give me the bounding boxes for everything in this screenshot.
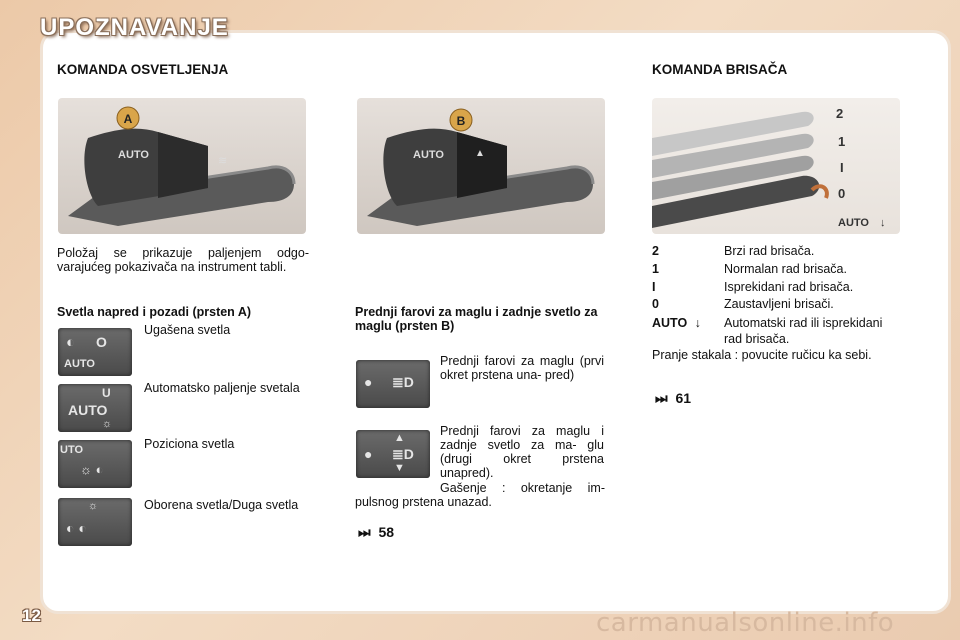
fog-off-text: Gašenje : okretanje im- pulsnog prstena unazad. — [355, 481, 605, 509]
wiper-reference[interactable] — [655, 390, 691, 407]
wiper-legend-key-auto-text: AUTO — [652, 316, 688, 330]
wiper-legend-key-2: 2 — [652, 244, 659, 258]
front-rear-title: Svetla napred i pozadi (prsten A) — [57, 305, 252, 319]
arrow-down-icon: ↓ — [694, 316, 701, 330]
washer-text: Pranje stakala : povucite ručicu ka sebi. — [652, 348, 872, 362]
fog-reference-page: 58 — [378, 524, 395, 540]
wiper-stalk-illustration — [652, 98, 900, 234]
wiper-legend-key-i: I — [652, 280, 656, 294]
position-lights-icon-text: UTO — [60, 444, 84, 456]
lighting-stalk-photo-b — [357, 98, 605, 234]
page-title: UPOZNAVANJE — [40, 14, 229, 41]
auto-lights-icon: U AUTO ☼ — [58, 384, 132, 432]
wiper-pos-auto: AUTO — [838, 217, 869, 229]
svg-text:AUTO: AUTO — [118, 149, 149, 161]
position-lights-icon: UTO ☼ ◐ — [58, 440, 132, 488]
fog-reference[interactable] — [358, 524, 394, 541]
lighting-section-title: KOMANDA OSVETLJENJA — [57, 62, 229, 77]
lighting-stalk-a-illustration — [58, 98, 306, 234]
front-fog-label: Prednji farovi za maglu (prvi okret prstena una- pred) — [440, 354, 604, 382]
low-high-beam-label: Oborena svetla/Duga svetla — [144, 498, 299, 512]
auto-lights-icon-text: AUTO — [68, 402, 108, 418]
wiper-stalk-photo — [652, 98, 900, 234]
front-fog-icon: ● ≣D — [356, 360, 430, 408]
ring-a-label: A — [123, 112, 133, 126]
wiper-legend-value-2: Brzi rad brisača. — [724, 244, 815, 258]
wiper-legend-value-auto: Automatski rad ili isprekidani rad brisača. — [724, 316, 883, 346]
double-arrow-right-icon: ⏭ — [655, 390, 668, 406]
wiper-legend-key-1: 1 — [652, 262, 659, 276]
lights-off-icon-text: AUTO — [64, 358, 95, 370]
wiper-reference-page: 61 — [675, 390, 692, 406]
lighting-stalk-b-illustration — [357, 98, 605, 234]
double-arrow-right-icon: ⏭ — [358, 524, 371, 540]
auto-down-arrow-icon: ↓ — [880, 217, 886, 229]
ring-b-label: B — [456, 114, 466, 128]
front-rear-fog-icon: ▲ ● ≣D ▼ — [356, 430, 430, 478]
lighting-stalk-photo-a — [58, 98, 306, 234]
wiper-legend-key-auto — [652, 316, 701, 330]
position-lights-label: Poziciona svetla — [144, 437, 235, 451]
wiper-legend-value-0: Zaustavljeni brisači. — [724, 297, 834, 311]
wiper-pos-2: 2 — [836, 106, 844, 121]
wiper-legend-value-i: Isprekidani rad brisača. — [724, 280, 854, 294]
svg-text:≋: ≋ — [218, 155, 228, 167]
wiper-pos-1: 1 — [838, 134, 846, 149]
wiper-section-title: KOMANDA BRISAČA — [652, 62, 788, 77]
svg-text:▲: ▲ — [475, 148, 485, 159]
low-high-beam-icon: ☼ ◐ ◐ — [58, 498, 132, 546]
auto-lights-label: Automatsko paljenje svetala — [144, 381, 300, 395]
lights-off-label: Ugašena svetla — [144, 323, 231, 337]
page-number: 12 — [22, 606, 41, 625]
wiper-legend-key-0: 0 — [652, 297, 659, 311]
wiper-pos-i: I — [840, 160, 844, 175]
wiper-legend-value-1: Normalan rad brisača. — [724, 262, 847, 276]
fog-title: Prednji farovi za maglu i zadnje svetlo za maglu (prsten B) — [355, 305, 598, 333]
lights-off-icon: ◐ O AUTO — [58, 328, 132, 376]
lighting-description: Položaj se prikazuje paljenjem odgo- varajućeg pokazivača na instrument tabli. — [57, 246, 309, 274]
wiper-pos-0: 0 — [838, 186, 846, 201]
svg-text:AUTO: AUTO — [413, 149, 444, 161]
front-rear-fog-label: Prednji farovi za maglu i zadnje svetlo za ma- glu (drugi okret prstena unapred). — [440, 424, 604, 480]
watermark: carmanualsonline.info — [596, 608, 895, 638]
